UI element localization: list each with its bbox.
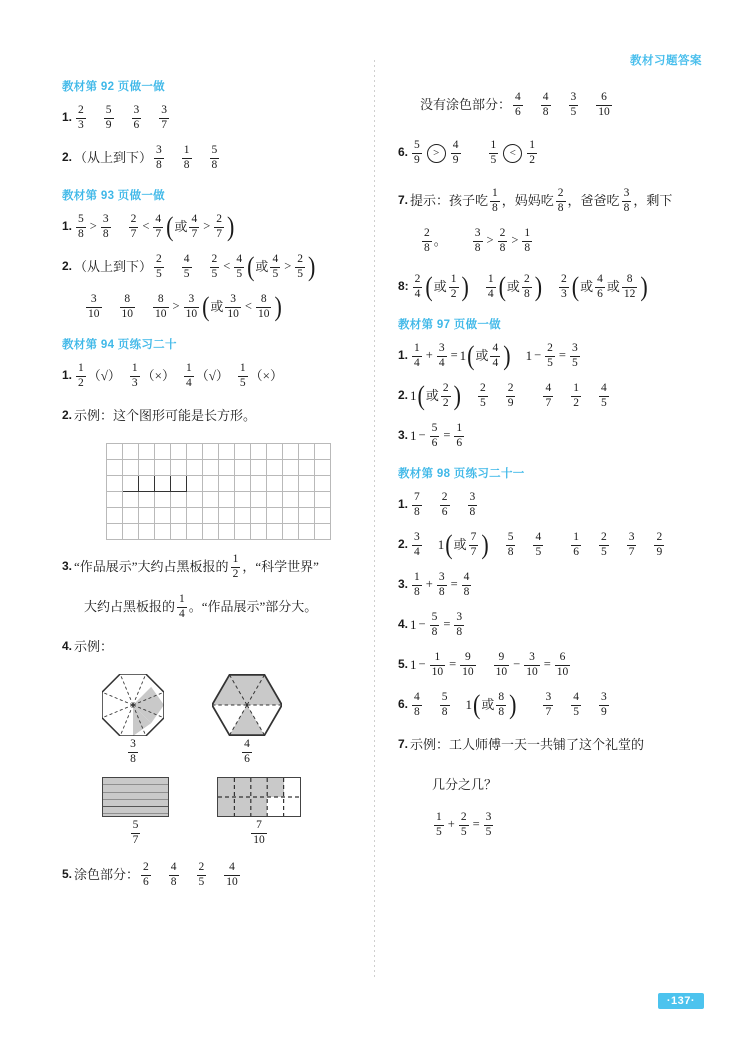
operator: − bbox=[513, 657, 521, 672]
section-heading-p94: 教材第 94 页练习二十 bbox=[62, 339, 177, 351]
fraction: $\frac{2}{9}$ bbox=[507, 382, 514, 409]
operator: + bbox=[425, 577, 433, 592]
fraction: $\frac{3}{8}$ bbox=[102, 213, 109, 240]
fraction: $\frac{3}{8}$ bbox=[438, 571, 445, 598]
fraction: $\frac{1}{4}$ bbox=[179, 593, 185, 620]
or-label: 或 bbox=[255, 258, 269, 274]
fraction: $\frac{6}{10}$ bbox=[598, 91, 610, 118]
answer-row bbox=[62, 145, 362, 171]
fraction: $\frac{2}{8}$ bbox=[523, 273, 530, 300]
fraction: $\frac{4}{7}$ bbox=[545, 382, 552, 409]
uncolored-part-label: 没有涂色部分： bbox=[420, 96, 512, 112]
order-label: （从上到下） bbox=[74, 149, 153, 165]
fraction: $\frac{2}{5}$ bbox=[547, 342, 553, 369]
fraction: $\frac{3}{8}$ bbox=[156, 144, 162, 171]
fraction: $\frac{3}{5}$ bbox=[570, 91, 577, 118]
grid-cell-highlighted bbox=[171, 476, 187, 492]
item3-text-c: 大约占黑板报的 bbox=[84, 598, 176, 614]
fraction: $\frac{2}{5}$ bbox=[600, 531, 607, 558]
fraction: $\frac{4}{5}$ bbox=[535, 531, 542, 558]
grid-cell-highlighted bbox=[155, 476, 171, 492]
fraction: $\frac{9}{10}$ bbox=[495, 651, 508, 678]
fraction: $\frac{8}{10}$ bbox=[121, 293, 133, 320]
fraction: $\frac{6}{10}$ bbox=[556, 651, 569, 678]
fraction: $\frac{2}{5}$ bbox=[211, 253, 218, 280]
answer-row bbox=[420, 92, 698, 118]
fraction: $\frac{3}{5}$ bbox=[571, 342, 578, 369]
grid-cell-highlighted bbox=[139, 476, 155, 492]
fraction: $\frac{1}{4}$ bbox=[487, 273, 494, 300]
operator: = bbox=[449, 657, 457, 672]
or-label: 或 bbox=[174, 218, 188, 234]
answer-row bbox=[432, 812, 698, 838]
item-number: 1. bbox=[398, 497, 409, 512]
or-label: 或 bbox=[481, 696, 495, 712]
item-number: 1. bbox=[62, 110, 73, 125]
section-heading-p93: 教材第 93 页做一做 bbox=[62, 190, 165, 202]
operator: < bbox=[223, 259, 231, 274]
fraction: $\frac{1}{2}$ bbox=[450, 273, 457, 300]
order-label: （从上到下） bbox=[74, 258, 153, 274]
fraction: $\frac{1}{2}$ bbox=[529, 139, 536, 166]
fraction: $\frac{2}{5}$ bbox=[479, 382, 486, 409]
fraction: $\frac{3}{8}$ bbox=[469, 491, 476, 518]
page-number-badge: ·137· bbox=[658, 993, 704, 1009]
fraction: $\frac{2}{2}$ bbox=[442, 382, 449, 409]
fraction: $\frac{1}{10}$ bbox=[431, 651, 444, 678]
item-number: 1. bbox=[62, 219, 73, 234]
polygon-figure-row bbox=[102, 674, 362, 765]
grid-rectangle bbox=[217, 777, 301, 817]
fraction: $\frac{2}{8}$ bbox=[557, 187, 564, 214]
item-number: 7. bbox=[398, 193, 409, 208]
fraction: $\frac{2}{8}$ bbox=[424, 227, 430, 254]
answer-row: 4. 1 − $\frac{5}{8}$ = $\frac{3}{8}$ bbox=[398, 611, 463, 638]
item-number: 1. bbox=[62, 368, 73, 383]
fraction: $\frac{4}{4}$ bbox=[492, 342, 499, 369]
operator: = bbox=[543, 657, 551, 672]
fraction: $\frac{4}{10}$ bbox=[226, 861, 238, 888]
item7-text-b: ，妈妈吃 bbox=[501, 192, 554, 208]
fraction: $\frac{5}{9}$ bbox=[105, 104, 112, 131]
item7-text-a: 提示：孩子吃 bbox=[410, 192, 489, 208]
fraction: $\frac{1}{2}$ bbox=[232, 553, 239, 580]
fraction: $\frac{3}{7}$ bbox=[628, 531, 635, 558]
operator: > bbox=[203, 219, 211, 234]
fraction: $\frac{5}{8}$ bbox=[211, 144, 218, 171]
item-number: 6. bbox=[398, 145, 409, 160]
grid-dashes bbox=[218, 778, 300, 816]
item-number: 2. bbox=[398, 388, 409, 403]
fraction: $\frac{1}{5}$ bbox=[490, 139, 497, 166]
fraction: $\frac{4}{8}$ bbox=[463, 571, 470, 598]
fraction: $\frac{1}{8}$ bbox=[492, 187, 498, 214]
fraction: $\frac{8}{8}$ bbox=[498, 691, 505, 718]
answer-row: 3. 1 − $\frac{5}{6}$ = $\frac{1}{6}$ bbox=[398, 422, 463, 449]
operator: + bbox=[447, 817, 455, 832]
check-mark: （√） bbox=[195, 367, 229, 383]
or-label: 或 bbox=[425, 387, 439, 403]
or-label: 或 bbox=[210, 298, 224, 314]
circled-less-than-icon: < bbox=[503, 144, 522, 163]
fraction: $\frac{2}{6}$ bbox=[143, 861, 149, 888]
fraction: $\frac{1}{2}$ bbox=[78, 362, 84, 389]
fraction: $\frac{2}{3}$ bbox=[561, 273, 567, 300]
answer-row bbox=[62, 634, 362, 660]
item7b-text-b: 几分之几？ bbox=[432, 776, 498, 792]
answer-row bbox=[420, 228, 698, 254]
item-number: 4. bbox=[62, 639, 73, 654]
grid-row bbox=[107, 460, 331, 476]
period: 。 bbox=[433, 232, 447, 248]
item-number: 7. bbox=[398, 737, 409, 752]
item-number: 2. bbox=[62, 259, 73, 274]
fraction: $\frac{1}{5}$ bbox=[239, 362, 246, 389]
fraction: $\frac{4}{5}$ bbox=[236, 253, 243, 280]
fraction: $\frac{4}{5}$ bbox=[272, 253, 279, 280]
answer-row: 1. $\frac{1}{4}$ + $\frac{3}{4}$ = 1 ( 或 $\frac{4}{4}$ ) 1 − $\frac{2}{5}$ = $\frac{3}{5}$ bbox=[398, 339, 578, 371]
item-number: 6. bbox=[398, 697, 409, 712]
answer-row bbox=[62, 862, 362, 888]
fraction: $\frac{3}{5}$ bbox=[485, 811, 492, 838]
operator: + bbox=[425, 348, 433, 363]
fraction: $\frac{2}{4}$ bbox=[414, 273, 421, 300]
answer-row bbox=[62, 105, 362, 131]
fraction: $\frac{4}{9}$ bbox=[452, 139, 459, 166]
fraction: $\frac{4}{6}$ bbox=[597, 273, 603, 300]
item3-text-d: 。“作品展示”部分大。 bbox=[188, 598, 318, 614]
fraction: $\frac{2}{5}$ bbox=[297, 253, 303, 280]
fraction: $\frac{4}{8}$ bbox=[542, 91, 549, 118]
or-label: 或 bbox=[453, 536, 467, 552]
or-label: 或 bbox=[433, 278, 447, 294]
fraction: $\frac{2}{9}$ bbox=[656, 531, 663, 558]
answer-row: 2. （从上到下） $\frac{2}{5}$ $\frac{4}{5}$ $\frac{2}{5}$ < $\frac{4}{5}$ ( 或 $\frac{4}{5}$ > $\frac{2}{5}$ ) bbox=[62, 250, 316, 282]
fraction-caption: $\frac{4}{6}$ bbox=[244, 738, 250, 765]
fraction: $\frac{5}{8}$ bbox=[507, 531, 514, 558]
operator: − bbox=[534, 348, 542, 363]
grid-row bbox=[107, 444, 331, 460]
fraction: $\frac{1}{6}$ bbox=[573, 531, 579, 558]
cross-mark: （×） bbox=[249, 367, 283, 383]
item-number: 2. bbox=[62, 408, 73, 423]
fraction: $\frac{1}{8}$ bbox=[524, 227, 531, 254]
operator: = bbox=[443, 617, 451, 632]
grid-row bbox=[107, 476, 331, 492]
fraction: $\frac{5}{6}$ bbox=[431, 422, 438, 449]
fraction: $\frac{3}{8}$ bbox=[456, 611, 463, 638]
item-number: 4. bbox=[398, 617, 409, 632]
fraction-caption: $\frac{7}{10}$ bbox=[253, 819, 265, 846]
answer-row bbox=[398, 572, 698, 598]
item-number: 1. bbox=[398, 348, 409, 363]
fraction: $\frac{3}{7}$ bbox=[545, 691, 552, 718]
operator: = bbox=[558, 348, 566, 363]
fraction: $\frac{4}{8}$ bbox=[414, 691, 420, 718]
answer-row: 2. $\frac{3}{4}$ 1 ( 或 $\frac{7}{7}$ ) $\frac{5}{8}$ $\frac{4}{5}$ $\frac{1}{6}$ $\frac{2}{5}$ $\frac{3}{7}$ $\frac{2}{9}$ bbox=[398, 528, 663, 560]
fraction: $\frac{4}{7}$ bbox=[191, 213, 198, 240]
fraction: $\frac{4}{5}$ bbox=[183, 253, 190, 280]
item3-text-b: ，“科学世界” bbox=[242, 558, 319, 574]
or-label: 或 bbox=[580, 278, 594, 294]
blackboard-grid-figure bbox=[106, 443, 362, 540]
item3-text-a: “作品展示”大约占黑板报的 bbox=[74, 558, 229, 574]
fraction: $\frac{4}{5}$ bbox=[573, 691, 579, 718]
item-number: 5. bbox=[398, 657, 409, 672]
fraction: $\frac{3}{10}$ bbox=[526, 651, 538, 678]
operator: = bbox=[450, 577, 458, 592]
fraction: $\frac{5}{8}$ bbox=[431, 611, 438, 638]
item-number: 5. bbox=[62, 867, 73, 882]
answer-row: 2. 1 ( 或 $\frac{2}{2}$ ) $\frac{2}{5}$ $\frac{2}{9}$ $\frac{4}{7}$ $\frac{1}{2}$ $\frac{4}{5}$ bbox=[398, 379, 607, 411]
fraction: $\frac{2}{6}$ bbox=[441, 491, 448, 518]
or-label: 或 bbox=[475, 347, 489, 363]
circled-greater-than-icon: > bbox=[427, 144, 446, 163]
answer-row bbox=[432, 772, 698, 798]
fraction: $\frac{2}{7}$ bbox=[216, 213, 223, 240]
fraction: $\frac{2}{8}$ bbox=[499, 227, 506, 254]
fraction: $\frac{2}{3}$ bbox=[78, 104, 84, 131]
or-label: 或 bbox=[506, 278, 520, 294]
operator: > bbox=[486, 233, 494, 248]
fraction: $\frac{3}{7}$ bbox=[161, 104, 168, 131]
fraction: $\frac{3}{8}$ bbox=[474, 227, 481, 254]
answer-row bbox=[398, 732, 698, 758]
operator: − bbox=[418, 617, 426, 632]
operator: > bbox=[511, 233, 519, 248]
striped-rect-figure bbox=[102, 777, 169, 846]
item-number: 2. bbox=[62, 150, 73, 165]
fraction: $\frac{3}{4}$ bbox=[414, 531, 420, 558]
fraction: $\frac{5}{8}$ bbox=[78, 213, 84, 240]
fraction: $\frac{8}{10}$ bbox=[155, 293, 167, 320]
striped-rectangle bbox=[102, 777, 169, 817]
answer-row bbox=[84, 594, 362, 620]
fraction: $\frac{8}{10}$ bbox=[257, 293, 270, 320]
answer-row bbox=[398, 140, 698, 166]
grid-row bbox=[107, 492, 331, 508]
item-number: 3. bbox=[398, 577, 409, 592]
fraction: $\frac{1}{8}$ bbox=[183, 144, 190, 171]
fraction: $\frac{5}{8}$ bbox=[441, 691, 448, 718]
fraction: $\frac{2}{5}$ bbox=[156, 253, 162, 280]
answer-row: 1. $\frac{5}{8}$ > $\frac{3}{8}$ $\frac{2}{7}$ < $\frac{4}{7}$ ( 或 $\frac{4}{7}$ > $\frac{2}{7}$ ) bbox=[62, 210, 235, 242]
fraction: $\frac{3}{10}$ bbox=[227, 293, 239, 320]
hexagon-figure bbox=[212, 674, 282, 765]
fraction: $\frac{3}{6}$ bbox=[133, 104, 140, 131]
grid-table bbox=[106, 443, 331, 540]
answer-row: 6. $\frac{4}{8}$ $\frac{5}{8}$ 1 ( 或 $\frac{8}{8}$ ) $\frac{3}{7}$ $\frac{4}{5}$ $\frac{3}{9}$ bbox=[398, 688, 607, 720]
operator: = bbox=[443, 428, 451, 443]
fraction: $\frac{4}{5}$ bbox=[600, 382, 607, 409]
answer-row bbox=[62, 403, 362, 429]
octagon-figure bbox=[102, 674, 164, 765]
answer-row bbox=[62, 363, 362, 389]
item-number: 2. bbox=[398, 537, 409, 552]
fraction: $\frac{1}{4}$ bbox=[414, 342, 420, 369]
fraction: $\frac{1}{2}$ bbox=[573, 382, 579, 409]
fraction: $\frac{4}{8}$ bbox=[170, 861, 177, 888]
fraction: $\frac{7}{8}$ bbox=[414, 491, 420, 518]
answer-row bbox=[398, 492, 698, 518]
operator: < bbox=[142, 219, 150, 234]
answer-row: 8: $\frac{2}{4}$ ( 或 $\frac{1}{2}$ ) $\frac{1}{4}$ ( 或 $\frac{2}{8}$ ) $\frac{2}{3}$ ( 或 $\frac{4}{6}$ 或 $\frac{8}{12}$ ) bbox=[398, 270, 648, 302]
grid-rect-figure bbox=[217, 777, 301, 846]
operator: − bbox=[418, 428, 426, 443]
colored-part-label: 涂色部分： bbox=[74, 866, 140, 882]
grid-row bbox=[107, 508, 331, 524]
check-mark: （√） bbox=[87, 367, 121, 383]
fraction: $\frac{1}{3}$ bbox=[131, 362, 138, 389]
column-divider bbox=[374, 60, 375, 980]
octagon-icon bbox=[102, 674, 164, 736]
item-number: 3. bbox=[398, 428, 409, 443]
answer-row bbox=[398, 188, 698, 214]
example-text: 示例：这个图形可能是长方形。 bbox=[74, 407, 257, 423]
item-number: 3. bbox=[62, 559, 73, 574]
operator: > bbox=[172, 299, 180, 314]
operator: − bbox=[418, 657, 426, 672]
example-label: 示例： bbox=[74, 638, 114, 654]
operator: > bbox=[89, 219, 97, 234]
section-heading-p97: 教材第 97 页做一做 bbox=[398, 319, 501, 331]
fraction: $\frac{7}{7}$ bbox=[470, 531, 477, 558]
fraction: $\frac{3}{9}$ bbox=[600, 691, 607, 718]
answer-row: 5. 1 − $\frac{1}{10}$ = $\frac{9}{10}$ $\frac{9}{10}$ − $\frac{3}{10}$ = $\frac{6}{10}$ bbox=[398, 651, 569, 678]
item7-text-c: ，爸爸吃 bbox=[567, 192, 620, 208]
fraction: $\frac{3}{8}$ bbox=[623, 187, 630, 214]
fraction: $\frac{3}{10}$ bbox=[88, 293, 100, 320]
fraction: $\frac{3}{4}$ bbox=[438, 342, 445, 369]
or-label: 或 bbox=[606, 278, 620, 294]
grid-row bbox=[107, 524, 331, 540]
item7-text-d: ，剩下 bbox=[633, 192, 673, 208]
fraction-caption: $\frac{3}{8}$ bbox=[130, 738, 136, 765]
fraction: $\frac{4}{6}$ bbox=[515, 91, 521, 118]
fraction: $\frac{1}{5}$ bbox=[436, 811, 442, 838]
operator: = bbox=[472, 817, 480, 832]
rectangle-figure-row bbox=[102, 777, 362, 846]
fraction: $\frac{1}{4}$ bbox=[186, 362, 192, 389]
section-heading-p98: 教材第 98 页练习二十一 bbox=[398, 468, 525, 480]
fraction: $\frac{1}{6}$ bbox=[456, 422, 463, 449]
page-header: 教材习题答案 bbox=[630, 55, 702, 67]
cross-mark: （×） bbox=[141, 367, 175, 383]
section-heading-p92: 教材第 92 页做一做 bbox=[62, 81, 165, 93]
operator: = bbox=[450, 348, 458, 363]
operator: < bbox=[244, 299, 252, 314]
fraction: $\frac{2}{5}$ bbox=[460, 811, 467, 838]
item-number: 8: bbox=[398, 279, 409, 294]
answer-row: $\frac{3}{10}$ $\frac{8}{10}$ $\frac{8}{10}$ > $\frac{3}{10}$ ( 或 $\frac{3}{10}$ < $\frac{8}{10}$ ) bbox=[88, 290, 282, 322]
fraction: $\frac{9}{10}$ bbox=[462, 651, 474, 678]
fraction: $\frac{4}{7}$ bbox=[155, 213, 162, 240]
fraction: $\frac{1}{8}$ bbox=[414, 571, 420, 598]
item7b-text-a: 示例：工人师傅一天一共铺了这个礼堂的 bbox=[410, 736, 645, 752]
grid-cell-highlighted bbox=[123, 476, 139, 492]
fraction: $\frac{3}{10}$ bbox=[185, 293, 198, 320]
fraction: $\frac{2}{5}$ bbox=[198, 861, 205, 888]
left-column bbox=[62, 78, 362, 902]
fraction: $\frac{5}{9}$ bbox=[414, 139, 420, 166]
answer-row bbox=[62, 554, 362, 580]
fraction: $\frac{8}{12}$ bbox=[623, 273, 636, 300]
operator: > bbox=[284, 259, 292, 274]
fraction-caption: $\frac{5}{7}$ bbox=[132, 819, 139, 846]
fraction: $\frac{2}{7}$ bbox=[130, 213, 137, 240]
hexagon-icon bbox=[212, 674, 282, 736]
right-column bbox=[398, 78, 698, 852]
